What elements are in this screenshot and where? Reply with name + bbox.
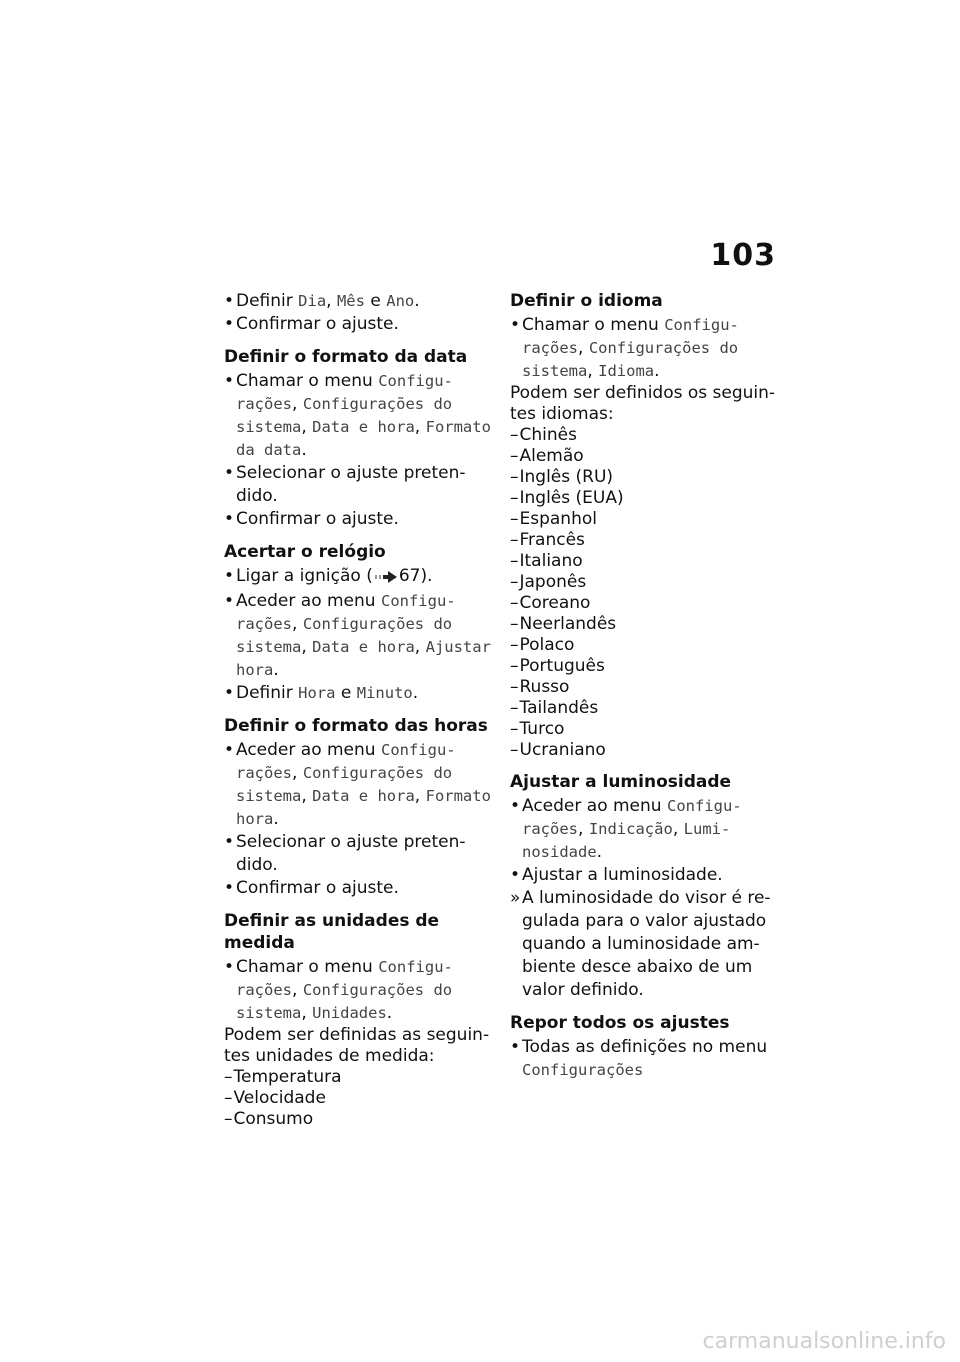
menu-value: Configurações do sistema bbox=[236, 981, 453, 1022]
list-item: – Coreano bbox=[510, 593, 782, 614]
separator: e bbox=[364, 291, 387, 311]
menu-value: Minuto bbox=[356, 684, 413, 702]
menu-value: Indicação bbox=[588, 820, 673, 838]
separator: e bbox=[335, 683, 357, 703]
menu-value: Formato da data bbox=[236, 418, 491, 459]
menu-value: Configu-rações bbox=[236, 958, 453, 999]
list-item: – Inglês (EUA) bbox=[510, 488, 782, 509]
time-format-section bbox=[224, 715, 494, 900]
separator: , bbox=[301, 786, 313, 806]
menu-value: Ano bbox=[386, 292, 415, 310]
menu-value: Configurações do sistema bbox=[522, 339, 739, 380]
list-item: • Ajustar a luminosidade. bbox=[510, 864, 782, 887]
units-description: Podem ser definidas as seguin-tes unidades de medida: bbox=[224, 1025, 490, 1066]
step-list bbox=[224, 370, 494, 531]
menu-value: Lumi-nosidade bbox=[522, 820, 731, 861]
list-item: – Polaco bbox=[510, 635, 782, 656]
list-item: • Confirmar o ajuste. bbox=[224, 508, 494, 531]
section-heading: Definir o formato da data bbox=[224, 347, 468, 367]
separator: , bbox=[292, 763, 303, 783]
menu-value: Data e hora bbox=[312, 787, 415, 805]
list-item: • Selecionar o ajuste preten-dido. bbox=[224, 831, 494, 877]
list-item bbox=[224, 739, 494, 831]
menu-value: Hora bbox=[298, 684, 336, 702]
menu-value: Data e hora bbox=[312, 638, 415, 656]
section-heading: Acertar o relógio bbox=[224, 542, 386, 562]
menu-value: Configurações do sistema bbox=[236, 764, 453, 805]
list-item: – Velocidade bbox=[224, 1088, 494, 1109]
step-text: Todas as definições no menu bbox=[522, 1037, 768, 1057]
list-item: • Confirmar o ajuste. bbox=[224, 313, 494, 336]
separator: , bbox=[301, 417, 313, 437]
step-text: Definir bbox=[236, 683, 299, 703]
result-item: » A luminosidade do visor é re-gulada para o valor ajustado quando a luminosidade am-biente desce abaixo de um valor definido. bbox=[510, 887, 782, 1002]
separator: , bbox=[292, 394, 303, 414]
list-item: – Ucraniano bbox=[510, 740, 782, 761]
section-heading: Definir as unidades de medida bbox=[224, 911, 440, 953]
list-item: – Neerlandês bbox=[510, 614, 782, 635]
site-watermark: carmanualsonline.info bbox=[702, 1329, 946, 1354]
section-heading: Repor todos os ajustes bbox=[510, 1013, 730, 1033]
separator: , bbox=[578, 338, 589, 358]
menu-value: Configurações do sistema bbox=[236, 615, 453, 656]
menu-value: Configu-rações bbox=[236, 592, 456, 633]
list-item bbox=[510, 795, 782, 864]
separator: . bbox=[273, 809, 279, 829]
separator: , bbox=[587, 361, 599, 381]
menu-value: Ajustar hora bbox=[236, 638, 491, 679]
list-item bbox=[224, 590, 494, 682]
step-text: Aceder ao menu bbox=[236, 740, 381, 760]
menu-value: Configurações do sistema bbox=[236, 395, 453, 436]
list-item: – Italiano bbox=[510, 551, 782, 572]
menu-value: Configu-rações bbox=[522, 316, 739, 357]
separator: . bbox=[654, 361, 660, 381]
separator: , bbox=[414, 637, 426, 657]
separator: , bbox=[292, 980, 303, 1000]
step-list bbox=[224, 956, 494, 1025]
separator: . bbox=[414, 291, 420, 311]
step-text: Ligar a ignição ( bbox=[236, 566, 373, 586]
units-list bbox=[224, 1067, 494, 1130]
list-item: – Turco bbox=[510, 719, 782, 740]
separator: . bbox=[386, 1003, 393, 1023]
section-heading: Ajustar a luminosidade bbox=[510, 772, 732, 792]
page-number: 103 bbox=[710, 238, 776, 273]
list-item: – Chinês bbox=[510, 425, 782, 446]
list-item: – Tailandês bbox=[510, 698, 782, 719]
date-format-section bbox=[224, 346, 494, 531]
list-item bbox=[510, 314, 782, 383]
reset-section bbox=[510, 1012, 782, 1082]
step-list bbox=[224, 565, 494, 705]
menu-value: Configu-rações bbox=[236, 741, 456, 782]
menu-value: Idioma bbox=[598, 362, 655, 380]
list-item: – Consumo bbox=[224, 1109, 494, 1130]
step-list bbox=[510, 314, 782, 383]
step-list bbox=[224, 739, 494, 900]
right-column bbox=[510, 290, 782, 1092]
page-reference: 67). bbox=[398, 566, 433, 586]
menu-value: Configu-rações bbox=[236, 372, 453, 413]
separator: , bbox=[326, 291, 337, 311]
list-item bbox=[224, 682, 494, 705]
list-item: – Francês bbox=[510, 530, 782, 551]
step-text: Chamar o menu bbox=[522, 315, 665, 335]
separator: . bbox=[596, 842, 603, 862]
separator: , bbox=[292, 614, 303, 634]
separator: , bbox=[414, 417, 426, 437]
menu-value: Dia bbox=[298, 292, 327, 310]
step-text: Definir bbox=[236, 291, 299, 311]
list-item bbox=[224, 290, 494, 313]
list-item: – Russo bbox=[510, 677, 782, 698]
section-heading: Definir o idioma bbox=[510, 291, 663, 311]
list-item: – Português bbox=[510, 656, 782, 677]
list-item: – Inglês (RU) bbox=[510, 467, 782, 488]
step-list bbox=[510, 1036, 782, 1082]
list-item bbox=[224, 956, 494, 1025]
separator: , bbox=[301, 637, 313, 657]
separator: . bbox=[412, 683, 419, 703]
step-text: Aceder ao menu bbox=[236, 591, 381, 611]
list-item: • Selecionar o ajuste preten-dido. bbox=[224, 462, 494, 508]
separator: . bbox=[301, 440, 307, 460]
list-item bbox=[510, 1036, 782, 1082]
menu-value: Unidades bbox=[312, 1004, 387, 1022]
list-item: – Temperatura bbox=[224, 1067, 494, 1088]
list-item: – Alemão bbox=[510, 446, 782, 467]
step-text: Chamar o menu bbox=[236, 371, 379, 391]
left-column bbox=[224, 290, 494, 1140]
separator: , bbox=[672, 819, 684, 839]
list-item: – Japonês bbox=[510, 572, 782, 593]
separator: , bbox=[578, 819, 589, 839]
list-item bbox=[224, 565, 494, 590]
brightness-section bbox=[510, 771, 782, 1002]
list-item: • Confirmar o ajuste. bbox=[224, 877, 494, 900]
section-heading: Definir o formato das horas bbox=[224, 716, 488, 736]
menu-value: Mês bbox=[336, 292, 365, 310]
separator: , bbox=[301, 1003, 313, 1023]
menu-value: Configu-rações bbox=[522, 797, 742, 838]
units-section bbox=[224, 910, 494, 1130]
language-list bbox=[510, 425, 782, 761]
page-reference-arrow-icon bbox=[375, 567, 397, 590]
separator: . bbox=[273, 660, 279, 680]
intro-list bbox=[224, 290, 494, 336]
clock-section bbox=[224, 541, 494, 705]
step-text: Aceder ao menu bbox=[522, 796, 667, 816]
separator: , bbox=[414, 786, 426, 806]
menu-value: Configurações bbox=[522, 1061, 644, 1079]
language-description: Podem ser definidos os seguin-tes idiomas: bbox=[510, 383, 776, 424]
step-text: Chamar o menu bbox=[236, 957, 379, 977]
list-item: – Espanhol bbox=[510, 509, 782, 530]
intro-section bbox=[224, 290, 494, 336]
menu-value: Formato hora bbox=[236, 787, 491, 828]
language-section bbox=[510, 290, 782, 761]
list-item bbox=[224, 370, 494, 462]
step-list bbox=[510, 795, 782, 1002]
menu-value: Data e hora bbox=[312, 418, 415, 436]
